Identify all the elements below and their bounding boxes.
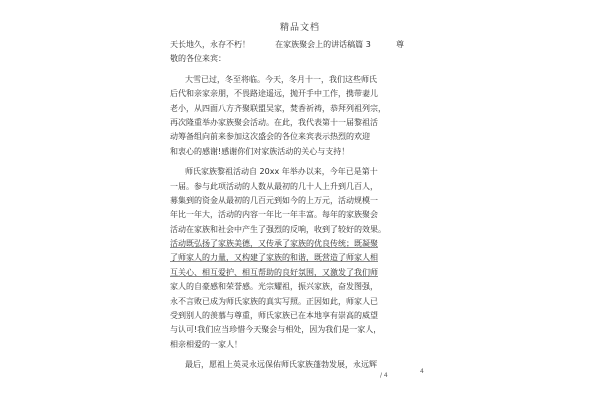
paragraph-2-line: 与认可!我们应当珍惜今天聚会与相处，因为我们是一家人，	[170, 325, 382, 335]
intro-line	[170, 38, 404, 52]
paragraph-2-line: 相亲相爱的一家人！	[170, 339, 242, 349]
paragraph-2-line: 家人的自豪感和荣誉感。光宗耀祖，振兴家族，奋发图强，	[170, 282, 378, 292]
paragraph-2-line: 互关心、相互爱护、相互帮助的良好氛围，又激发了我们师	[170, 267, 378, 277]
paragraph-1-line: 后代和亲家亲朋，不畏路途遥远，抛开手中工作，携带妻儿	[170, 89, 378, 99]
document-body	[170, 38, 404, 373]
intro-right-text: 尊	[395, 40, 404, 49]
paragraph-3-line: 最后，愿祖上英灵永远保佑师氏家族蓬勃发展，永远辉	[185, 360, 377, 370]
paragraph-1-line: 动筹备组向前来参加这次盛会的各位来宾表示热烈的欢迎	[170, 132, 370, 142]
paragraph-2-line: 师氏家族黎祖活动自 20xx 年举办以来，今年已是第十	[185, 167, 378, 177]
paragraph-2-line: 募集到的资金从最初的几百元到如今的上万元，活动规模一	[170, 195, 378, 205]
paragraph-2-line: 活动在家族和社会中产生了强烈的反响，收到了较好的效果。	[170, 224, 386, 234]
speech-title: 在家族聚会上的讲话稿篇 3	[275, 40, 371, 49]
paragraph-1-line: 老小，从四面八方齐聚联盟吴家，焚香祈祷，恭拜列祖列宗，	[170, 103, 386, 113]
paragraph-1-line: 和衷心的感谢!感谢你们对家族活动的关心与支持！	[170, 146, 350, 156]
page-number: / 4	[380, 372, 388, 379]
page-mark: 4	[420, 368, 424, 375]
greeting-line: 敬的各位来宾：	[170, 54, 226, 64]
paragraph-1-line: 再次隆重举办家族聚会活动。在此，我代表第十一届黎祖活	[170, 117, 378, 127]
paragraph-2-line: 活动既弘扬了家族美德，又传承了家族的优良传统；既凝聚	[170, 239, 378, 249]
paragraph-2-line: 一届。参与此项活动的人数从最初的几十人上升到几百人，	[170, 181, 378, 191]
intro-left-text: 天长地久，永存不朽！	[170, 40, 250, 49]
paragraph-2-line: 了师家人的力量，又构建了家族的和谐，既营造了师家人相	[170, 253, 378, 263]
paragraph-2-line: 永不言败已成为师氏家族的真实写照。正因如此，师家人已	[170, 296, 378, 306]
paragraph-2-line: 受到别人的羡慕与尊重，师氏家族已在本地享有崇高的威望	[170, 311, 378, 321]
paragraph-1-line: 大雪已过，冬至将临。今天，冬月十一，我们这些师氏	[185, 74, 377, 84]
paragraph-2-line: 年比一年大，活动的内容一年比一年丰富。每年的家族聚会	[170, 210, 378, 220]
page-header: 精品文档	[279, 23, 320, 33]
